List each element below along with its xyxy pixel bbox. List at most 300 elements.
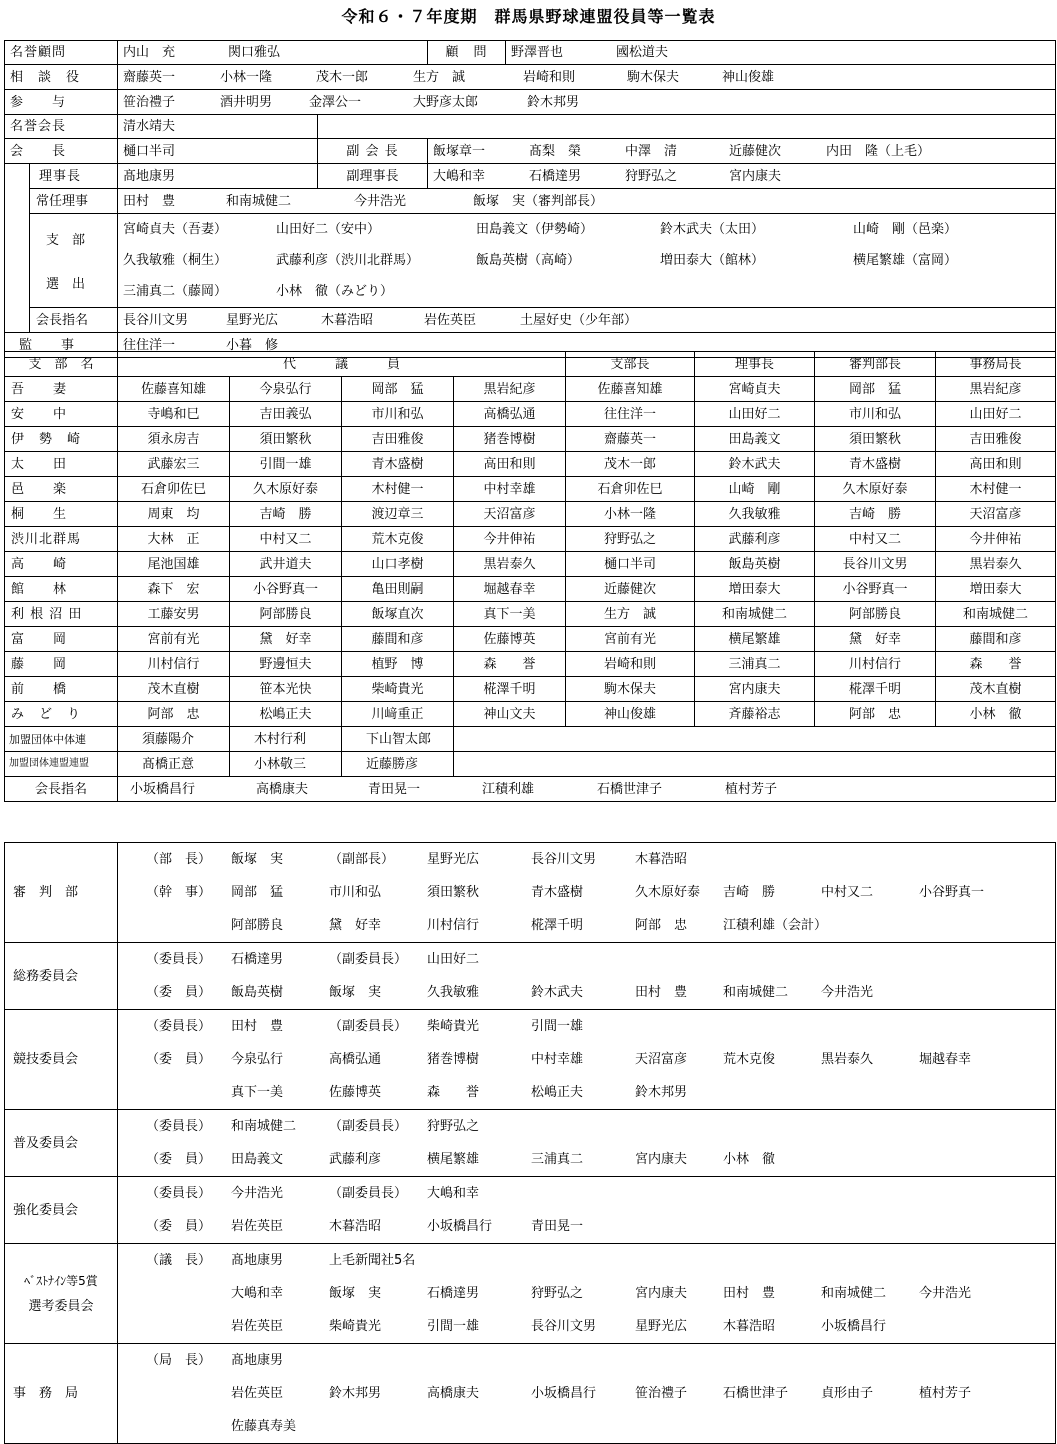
branch-cell: 増田泰大 xyxy=(936,577,1056,602)
name: 和南城健二 xyxy=(226,193,292,209)
branch-cell: 長谷川文男 xyxy=(815,552,936,577)
branch-cell: 吉田雅俊 xyxy=(342,427,454,452)
member-name: 天沼富彦 xyxy=(635,1052,688,1067)
committee-name: 普及委員会 xyxy=(5,1110,118,1177)
branch-row xyxy=(5,677,1056,702)
branch-name: 太 田 xyxy=(5,452,118,477)
branch-name: 伊 勢 崎 xyxy=(5,427,118,452)
branch-cell: 久木原好泰 xyxy=(230,477,342,502)
role-label: （局 長） xyxy=(146,1353,212,1368)
member-name: 小坂橋昌行 xyxy=(427,1219,493,1234)
name: 野澤晋也 xyxy=(511,45,564,60)
branch-name: 富 岡 xyxy=(5,627,118,652)
name: 土屋好史（少年部） xyxy=(520,312,638,328)
role-label: （委員長） xyxy=(146,1019,212,1034)
member-name: 田島義文 xyxy=(231,1152,284,1167)
branch-cell: 山崎 剛 xyxy=(695,477,815,502)
member-name: 岩佐英臣 xyxy=(231,1219,284,1234)
member-name: 武藤利彦 xyxy=(329,1152,382,1167)
name: 飯島英樹（高崎） xyxy=(476,252,581,268)
role-label: （部 長） xyxy=(146,852,212,867)
name: 鈴木武夫（太田） xyxy=(660,221,765,237)
name: 青田晃一 xyxy=(368,781,421,797)
branch-cell: 神山文夫 xyxy=(454,702,566,727)
member-name: 大嶋和幸 xyxy=(427,1186,480,1201)
member-name: 鈴木武夫 xyxy=(531,985,584,1000)
name: 往住洋一 xyxy=(123,337,176,353)
member-name: 木暮浩昭 xyxy=(723,1319,776,1334)
name: 木暮浩昭 xyxy=(321,312,374,328)
member-name: 阿部勝良 xyxy=(231,918,284,933)
member-name: 山田好二 xyxy=(427,952,480,967)
branch-cell: 阿部 忠 xyxy=(118,702,230,727)
member-name: 引間一雄 xyxy=(531,1019,584,1034)
member-name: 髙地康男 xyxy=(231,1253,284,1268)
member-name: 岡部 猛 xyxy=(231,885,284,900)
branch-cell: 往住洋一 xyxy=(566,402,695,427)
header-branch-name: 支 部 名 xyxy=(5,352,118,377)
name: 内田 隆（上毛） xyxy=(826,143,931,159)
row-standing-director xyxy=(5,189,1056,214)
member-name: 江積利雄（会計） xyxy=(723,918,828,933)
branch-elected-label-2: 選 出 xyxy=(46,277,86,292)
branch-cell: 飯塚直次 xyxy=(342,602,454,627)
row-councilor xyxy=(5,90,1056,115)
row-chairman xyxy=(5,164,1056,189)
name: 國松道夫 xyxy=(616,45,669,60)
honorary-advisor-label: 名誉顧問 xyxy=(5,41,118,65)
name: 増田泰大（館林） xyxy=(660,252,765,268)
member-name: 鈴木邦男 xyxy=(329,1386,382,1401)
branch-cell: 岡部 猛 xyxy=(815,377,936,402)
branch-name: 利 根 沼 田 xyxy=(5,602,118,627)
branch-cell: 石倉卯佐巳 xyxy=(566,477,695,502)
name: 生方 誠 xyxy=(413,69,466,85)
role-label: （委員長） xyxy=(146,952,212,967)
name: 駒木保夫 xyxy=(627,69,680,85)
branch-cell: 生方 誠 xyxy=(566,602,695,627)
branch-cell: 武藤宏三 xyxy=(118,452,230,477)
counselor-names xyxy=(118,65,1056,90)
member-name: 佐藤博英 xyxy=(329,1085,382,1100)
member-name: 狩野弘之 xyxy=(427,1119,480,1134)
branch-cell: 三浦真二 xyxy=(695,652,815,677)
name: 星野光広 xyxy=(226,312,279,328)
name: 横尾繁雄（富岡） xyxy=(853,252,958,268)
branch-cell: 亀田則嗣 xyxy=(342,577,454,602)
branch-cell: 笹本光快 xyxy=(230,677,342,702)
name: 酒井明男 xyxy=(220,94,273,110)
name: 小坂橋昌行 xyxy=(130,781,196,797)
name: 小林 徹（みどり） xyxy=(276,284,394,300)
branch-cell: 吉崎 勝 xyxy=(815,502,936,527)
branch-cell: 茂木一郎 xyxy=(566,452,695,477)
branch-cell: 市川和弘 xyxy=(815,402,936,427)
branch-cell: 阿部 忠 xyxy=(815,702,936,727)
member-name: 植村芳子 xyxy=(919,1386,972,1401)
member-name: 小谷野真一 xyxy=(919,885,985,900)
branch-cell: 宮崎貞夫 xyxy=(695,377,815,402)
committee-line xyxy=(146,1110,1055,1143)
member-name: 星野光広 xyxy=(635,1319,688,1334)
branch-cell: 小林 徹 xyxy=(936,702,1056,727)
branch-cell: 山田好二 xyxy=(936,402,1056,427)
name: 齋藤英一 xyxy=(123,69,176,85)
member-name: 木暮浩昭 xyxy=(329,1219,382,1234)
branch-cell: 寺嶋和巳 xyxy=(118,402,230,427)
role-label: （委員長） xyxy=(146,1119,212,1134)
header-chairman: 理事長 xyxy=(695,352,815,377)
name: 岩佐英臣 xyxy=(424,312,477,328)
member-name: 椛澤千明 xyxy=(531,918,584,933)
role-label: （幹 事） xyxy=(146,885,212,900)
advisor-label: 顧 問 xyxy=(428,41,506,65)
branch-cell: 阿部勝良 xyxy=(815,602,936,627)
name: 狩野弘之 xyxy=(625,168,678,184)
member-name: 岩佐英臣 xyxy=(231,1319,284,1334)
committee-name: 事 務 局 xyxy=(5,1344,118,1444)
branch-cell: 植野 博 xyxy=(342,652,454,677)
member-name: 飯塚 実 xyxy=(231,852,284,867)
role-label: （委 員） xyxy=(146,1152,212,1167)
branch-cell: 久我敏雅 xyxy=(695,502,815,527)
vice-chairman-label: 副理事長 xyxy=(318,164,428,189)
member-name: 横尾繁雄 xyxy=(427,1152,480,1167)
branch-cell: 今泉弘行 xyxy=(230,377,342,402)
committee-line xyxy=(146,1310,1055,1343)
branch-cell: 飯島英樹 xyxy=(695,552,815,577)
committee-name: 強化委員会 xyxy=(5,1177,118,1244)
committee-row xyxy=(5,1177,1056,1244)
member-name: 木暮浩昭 xyxy=(635,852,688,867)
branches-table xyxy=(4,351,1056,802)
committee-row xyxy=(5,843,1056,943)
name: 長谷川文男 xyxy=(123,312,189,328)
member-name: （副委員長） xyxy=(329,1186,408,1201)
member-name: 高橋康夫 xyxy=(427,1386,480,1401)
affiliate-row xyxy=(5,727,1056,752)
member-name: （副委員長） xyxy=(329,1019,408,1034)
member-name: 今井浩光 xyxy=(919,1286,972,1301)
branch-cell: 黒岩紀彦 xyxy=(936,377,1056,402)
committee-name-line-1: ﾍﾞｽﾄﾅｲﾝ等5賞 xyxy=(24,1273,98,1288)
branch-cell: 阿部勝良 xyxy=(230,602,342,627)
committee-name: 競技委員会 xyxy=(5,1010,118,1110)
name: 鈴木邦男 xyxy=(527,94,580,110)
branch-cell: 中村幸雄 xyxy=(454,477,566,502)
name: 岩崎和則 xyxy=(523,69,576,85)
name: 笹治禮子 xyxy=(123,94,176,110)
member-name: 上毛新聞社5名 xyxy=(329,1253,416,1268)
appointed-label: 会長指名 xyxy=(5,777,118,802)
member-name: （副委員長） xyxy=(329,952,408,967)
row-honorary-advisor xyxy=(5,41,1056,65)
committees-table xyxy=(4,842,1056,1444)
committee-members xyxy=(118,843,1056,943)
councilor-label: 参 与 xyxy=(5,90,118,115)
member-name: 黛 好幸 xyxy=(329,918,382,933)
name: 江積利雄 xyxy=(482,781,535,797)
branch-cell: 吉崎 勝 xyxy=(230,502,342,527)
branch-row xyxy=(5,452,1056,477)
name: 茂木一郎 xyxy=(316,69,369,85)
committee-name: 総務委員会 xyxy=(5,943,118,1010)
member-name: 佐藤真寿美 xyxy=(231,1419,297,1434)
member-name: 狩野弘之 xyxy=(531,1286,584,1301)
role-label: （委 員） xyxy=(146,1219,212,1234)
branch-name: 前 橋 xyxy=(5,677,118,702)
member-name: 猪巻博樹 xyxy=(427,1052,480,1067)
member-name: 飯島英樹 xyxy=(231,985,284,1000)
committee-row xyxy=(5,1244,1056,1344)
name: 金澤公一 xyxy=(309,94,362,110)
branch-cell: 小谷野真一 xyxy=(815,577,936,602)
member-name: 青木盛樹 xyxy=(531,885,584,900)
affiliate-row xyxy=(5,752,1056,777)
member-name: 川村信行 xyxy=(427,918,480,933)
name: 宮内康夫 xyxy=(729,168,782,184)
branch-row xyxy=(5,552,1056,577)
branch-cell: 今井伸祐 xyxy=(936,527,1056,552)
name: 神山俊雄 xyxy=(722,69,775,85)
branch-cell: 天沼富彦 xyxy=(454,502,566,527)
branch-cell: 佐藤喜知雄 xyxy=(566,377,695,402)
name: 植村芳子 xyxy=(725,781,778,797)
committee-members xyxy=(118,1110,1056,1177)
committee-line xyxy=(146,843,1055,876)
branch-cell: 和南城健二 xyxy=(936,602,1056,627)
name: 石橋世津子 xyxy=(597,781,663,797)
member-name: 長谷川文男 xyxy=(531,1319,597,1334)
branches-header xyxy=(5,352,1056,377)
committee-line xyxy=(146,1344,1055,1377)
branch-cell: 黛 好幸 xyxy=(815,627,936,652)
committee-name xyxy=(5,1244,118,1344)
branch-row xyxy=(5,527,1056,552)
branch-cell: 川村信行 xyxy=(815,652,936,677)
member-name: 市川和弘 xyxy=(329,885,382,900)
member-name: 田村 豊 xyxy=(723,1286,776,1301)
name: 田村 豊 xyxy=(123,193,176,209)
member-name: 阿部 忠 xyxy=(635,918,688,933)
cell: 須藤陽介 xyxy=(118,727,230,752)
name: 近藤健次 xyxy=(729,143,782,159)
branch-cell: 宮内康夫 xyxy=(695,677,815,702)
name: 大嶋和幸 xyxy=(433,168,486,184)
committee-members xyxy=(118,1010,1056,1110)
branch-row xyxy=(5,477,1056,502)
committee-line xyxy=(146,909,1055,942)
president-label: 会 長 xyxy=(5,139,118,164)
branch-row xyxy=(5,402,1056,427)
member-name: 石橋達男 xyxy=(231,952,284,967)
row-president xyxy=(5,139,1056,164)
role-label: （委 員） xyxy=(146,1052,212,1067)
branch-name: 藤 岡 xyxy=(5,652,118,677)
branch-row xyxy=(5,577,1056,602)
branch-name: 邑 楽 xyxy=(5,477,118,502)
committee-row xyxy=(5,1344,1056,1444)
member-name: 黒岩泰久 xyxy=(821,1052,874,1067)
branch-cell: 藤間和彦 xyxy=(936,627,1056,652)
cell: 木村行利 xyxy=(230,727,342,752)
branch-cell: 近藤健次 xyxy=(566,577,695,602)
branch-cell: 山田好二 xyxy=(695,402,815,427)
name: 武藤利彦（渋川北群馬） xyxy=(276,252,420,268)
branch-cell: 柴崎貴光 xyxy=(342,677,454,702)
member-name: 今井浩光 xyxy=(231,1186,284,1201)
name: 高橋康夫 xyxy=(256,781,309,797)
member-name: 真下一美 xyxy=(231,1085,284,1100)
member-name: 飯塚 実 xyxy=(329,1286,382,1301)
member-name: （副部長） xyxy=(329,852,395,867)
role-label: （議 長） xyxy=(146,1253,212,1268)
branch-name: 渋川北群馬 xyxy=(5,527,118,552)
committee-row xyxy=(5,1010,1056,1110)
header-branch-head: 支部長 xyxy=(566,352,695,377)
branch-cell: 真下一美 xyxy=(454,602,566,627)
committee-line xyxy=(146,943,1055,976)
name: 髙梨 榮 xyxy=(529,143,582,159)
branch-row xyxy=(5,602,1056,627)
name: 久我敏雅（桐生） xyxy=(123,252,228,268)
branch-cell: 佐藤博英 xyxy=(454,627,566,652)
branch-cell: 高田和則 xyxy=(454,452,566,477)
branch-cell: 周東 均 xyxy=(118,502,230,527)
branch-row xyxy=(5,427,1056,452)
branch-cell: 宮前有光 xyxy=(566,627,695,652)
cell: 下山智太郎 xyxy=(342,727,454,752)
branch-cell: 森 誉 xyxy=(454,652,566,677)
branch-cell: 黒岩泰久 xyxy=(936,552,1056,577)
row-branch-elected-3 xyxy=(5,276,1056,307)
committee-line xyxy=(146,876,1055,909)
branch-cell: 川村信行 xyxy=(118,652,230,677)
page-title: 令和６・７年度期 群馬県野球連盟役員等一覧表 xyxy=(341,7,716,26)
branch-cell: 中村又二 xyxy=(230,527,342,552)
name: 宮崎貞夫（吾妻） xyxy=(123,221,228,237)
branch-cell: 須田繁秋 xyxy=(815,427,936,452)
member-name: 引間一雄 xyxy=(427,1319,480,1334)
counselor-label: 相 談 役 xyxy=(5,65,118,90)
member-name: 飯塚 実 xyxy=(329,985,382,1000)
branch-cell: 山口孝樹 xyxy=(342,552,454,577)
branch-cell: 黒岩泰久 xyxy=(454,552,566,577)
branch-cell: 樋口半司 xyxy=(566,552,695,577)
member-name: 須田繁秋 xyxy=(427,885,480,900)
branch-cell: 駒木保夫 xyxy=(566,677,695,702)
member-name: 星野光広 xyxy=(427,852,480,867)
branch-cell: 尾池国雄 xyxy=(118,552,230,577)
committee-line xyxy=(146,1210,1055,1243)
committee-members xyxy=(118,1344,1056,1444)
branch-cell: 茂木直樹 xyxy=(936,677,1056,702)
row-branch-elected-2 xyxy=(5,245,1056,276)
branch-cell: 木村健一 xyxy=(936,477,1056,502)
branch-cell: 黒岩紀彦 xyxy=(454,377,566,402)
branch-cell: 久木原好泰 xyxy=(815,477,936,502)
auditor-label: 監 事 xyxy=(5,333,118,358)
officers-table xyxy=(4,40,1056,358)
name: 清水靖夫 xyxy=(118,115,318,139)
member-name: 石橋世津子 xyxy=(723,1386,789,1401)
affiliate-name: 加盟団体連盟連盟 xyxy=(5,752,118,777)
branch-cell: 鈴木武夫 xyxy=(695,452,815,477)
branch-cell: 武井道夫 xyxy=(230,552,342,577)
row-honorary-president xyxy=(5,115,1056,139)
branch-cell: 藤間和彦 xyxy=(342,627,454,652)
member-name: 高橋弘通 xyxy=(329,1052,382,1067)
committee-members xyxy=(118,1177,1056,1244)
branch-cell: 岡部 猛 xyxy=(342,377,454,402)
branch-cell: 椛澤千明 xyxy=(815,677,936,702)
branch-cell: 工藤安男 xyxy=(118,602,230,627)
branch-cell: 青木盛樹 xyxy=(342,452,454,477)
name: 田島義文（伊勢崎） xyxy=(476,221,594,237)
member-name: 小林 徹 xyxy=(723,1152,776,1167)
name: 今井浩光 xyxy=(354,193,407,209)
branch-cell: 天沼富彦 xyxy=(936,502,1056,527)
role-label: （委 員） xyxy=(146,985,212,1000)
member-name: 森 誉 xyxy=(427,1085,480,1100)
president-appointed-delegates-row xyxy=(5,777,1056,802)
committee-line xyxy=(146,1410,1055,1443)
member-name: 和南城健二 xyxy=(231,1119,297,1134)
committee-line xyxy=(146,1277,1055,1310)
name: 飯塚章一 xyxy=(433,143,486,159)
branch-name: 安 中 xyxy=(5,402,118,427)
header-secretary-general: 事務局長 xyxy=(936,352,1056,377)
standing-director-label: 常任理事 xyxy=(30,189,118,214)
branch-cell: 横尾繁雄 xyxy=(695,627,815,652)
committee-line xyxy=(146,1377,1055,1410)
chairman-label: 理事長 xyxy=(30,164,118,189)
branch-cell: 須田繁秋 xyxy=(230,427,342,452)
name: 三浦真二（藤岡） xyxy=(123,284,228,300)
committee-line xyxy=(146,976,1055,1009)
member-name: 和南城健二 xyxy=(723,985,789,1000)
member-name: 髙地康男 xyxy=(231,1353,284,1368)
member-name: 吉崎 勝 xyxy=(723,885,776,900)
branch-cell: 斉藤裕志 xyxy=(695,702,815,727)
row-branch-elected-1 xyxy=(5,214,1056,245)
member-name: 岩佐英臣 xyxy=(231,1386,284,1401)
committee-members xyxy=(118,943,1056,1010)
branch-row xyxy=(5,702,1056,727)
branch-cell: 田島義文 xyxy=(695,427,815,452)
branch-cell: 引間一雄 xyxy=(230,452,342,477)
branch-cell: 神山俊雄 xyxy=(566,702,695,727)
member-name: 三浦真二 xyxy=(531,1152,584,1167)
role-label: （委員長） xyxy=(146,1186,212,1201)
name: 石橋達男 xyxy=(529,168,582,184)
member-name: 石橋達男 xyxy=(427,1286,480,1301)
branch-cell: 石倉卯佐巳 xyxy=(118,477,230,502)
committee-name-line-2: 選考委員会 xyxy=(28,1298,94,1314)
branch-row xyxy=(5,627,1056,652)
branch-cell: 武藤利彦 xyxy=(695,527,815,552)
affiliate-name: 加盟団体中体連 xyxy=(5,727,118,752)
honorary-president-label: 名誉会長 xyxy=(5,115,118,139)
member-name: 柴崎貴光 xyxy=(427,1019,480,1034)
branch-cell: 吉田雅俊 xyxy=(936,427,1056,452)
member-name: 長谷川文男 xyxy=(531,852,597,867)
header-delegates: 代 議 員 xyxy=(118,352,566,377)
president-appointed-label: 会長指名 xyxy=(30,308,118,333)
committee-line xyxy=(146,1177,1055,1210)
member-name: 鈴木邦男 xyxy=(635,1085,688,1100)
branch-cell: 佐藤喜知雄 xyxy=(118,377,230,402)
